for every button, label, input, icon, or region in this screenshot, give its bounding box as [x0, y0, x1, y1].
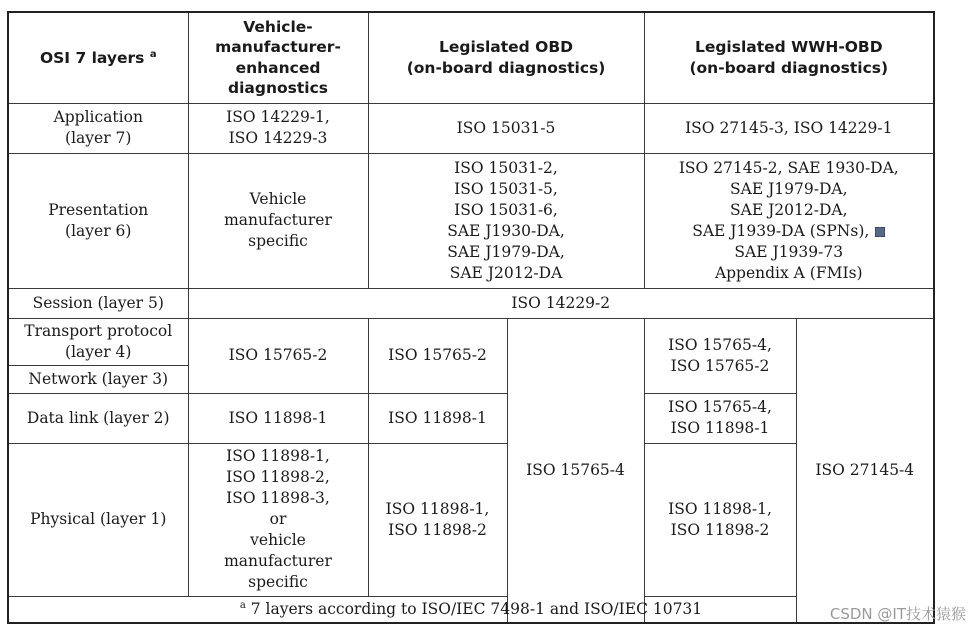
cell-wwh-merged: ISO 27145-4	[796, 318, 934, 623]
row-physical	[8, 443, 934, 596]
osi-diagnostics-table	[7, 11, 935, 624]
cell-session-layer: Session (layer 5)	[8, 288, 188, 318]
cell-presentation-wwh: ISO 27145-2, SAE 1930-DA, SAE J1979-DA, SAE J2012-DA, SAE J1939-DA (SPNs), SAE J1939-73 Appendix A (FMIs)	[644, 153, 934, 288]
cell-network-layer: Network (layer 3)	[8, 365, 188, 393]
cell-application-layer: Application (layer 7)	[8, 103, 188, 153]
cell-physical-layer: Physical (layer 1)	[8, 443, 188, 596]
header-legislated-obd: Legislated OBD (on-board diagnostics)	[368, 12, 644, 103]
row-datalink	[8, 393, 934, 443]
cell-transport-network-vehicle: ISO 15765-2	[188, 318, 368, 393]
row-application	[8, 103, 934, 153]
footnote-marker: a	[149, 48, 157, 60]
footnote-text: 7 layers according to ISO/IEC 7498-1 and ISO/IEC 10731	[250, 599, 703, 618]
cell-datalink-layer: Data link (layer 2)	[8, 393, 188, 443]
note-marker-icon	[875, 227, 885, 237]
cell-datalink-wwh: ISO 15765-4, ISO 11898-1	[644, 393, 796, 443]
cell-physical-vehicle: ISO 11898-1, ISO 11898-2, ISO 11898-3, or vehicle manufacturer specific	[188, 443, 368, 596]
cell-application-vehicle: ISO 14229-1, ISO 14229-3	[188, 103, 368, 153]
cell-application-obd: ISO 15031-5	[368, 103, 644, 153]
cell-presentation-obd: ISO 15031-2, ISO 15031-5, ISO 15031-6, SAE J1930-DA, SAE J1979-DA, SAE J2012-DA	[368, 153, 644, 288]
cell-datalink-vehicle: ISO 11898-1	[188, 393, 368, 443]
cell-presentation-layer: Presentation (layer 6)	[8, 153, 188, 288]
header-legislated-wwh-obd: Legislated WWH-OBD (on-board diagnostics)	[644, 12, 934, 103]
footnote-mark: a	[239, 599, 246, 611]
cell-transport-layer: Transport protocol (layer 4)	[8, 318, 188, 365]
osi-diagnostics-table-container	[7, 11, 933, 624]
cell-transport-network-wwh: ISO 15765-4, ISO 15765-2	[644, 318, 796, 393]
row-footnote	[8, 596, 934, 623]
cell-presentation-vehicle: Vehicle manufacturer specific	[188, 153, 368, 288]
row-transport	[8, 318, 934, 365]
footnote	[8, 596, 934, 623]
cell-session-all: ISO 14229-2	[188, 288, 934, 318]
cell-physical-wwh: ISO 11898-1, ISO 11898-2	[644, 443, 796, 596]
header-row	[8, 12, 934, 103]
watermark: CSDN @IT技术猿猴	[829, 605, 966, 623]
cell-obd-merged: ISO 15765-4	[507, 318, 644, 623]
cell-application-wwh: ISO 27145-3, ISO 14229-1	[644, 103, 934, 153]
cell-datalink-obd: ISO 11898-1	[368, 393, 507, 443]
row-presentation	[8, 153, 934, 288]
cell-transport-network-obd: ISO 15765-2	[368, 318, 507, 393]
row-session	[8, 288, 934, 318]
header-vehicle-enhanced: Vehicle- manufacturer- enhanced diagnostics	[188, 12, 368, 103]
header-osi-layers: OSI 7 layers $^a$	[8, 12, 188, 103]
cell-physical-obd: ISO 11898-1, ISO 11898-2	[368, 443, 507, 596]
